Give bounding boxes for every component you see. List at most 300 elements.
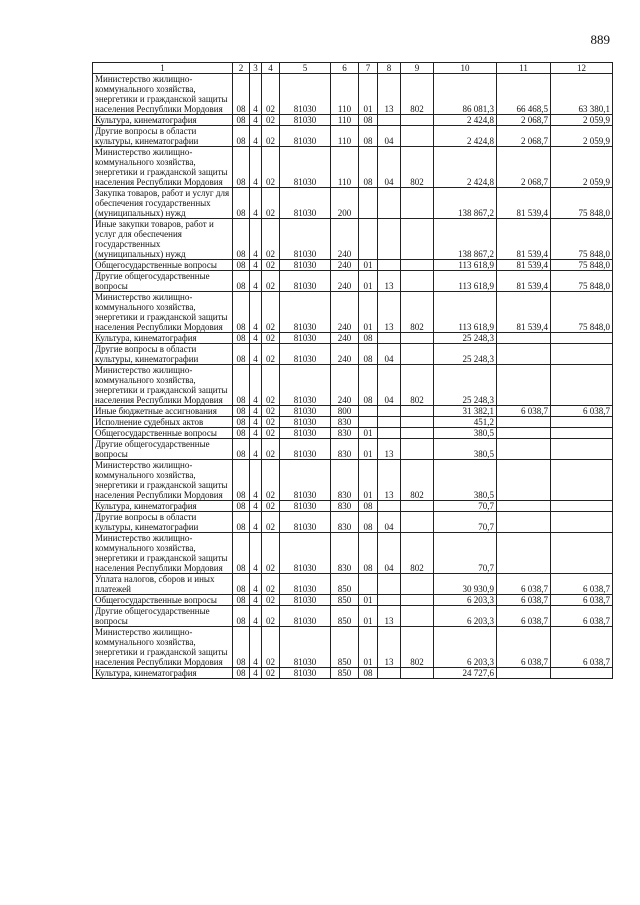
subsection-cell bbox=[378, 574, 401, 595]
chapter-cell bbox=[359, 406, 378, 417]
expense-type-cell: 830 bbox=[331, 439, 359, 460]
event-code-cell: 81030 bbox=[280, 406, 331, 417]
program-code-cell: 4 bbox=[250, 115, 262, 126]
table-row bbox=[93, 417, 613, 428]
ministry-code-cell bbox=[401, 333, 434, 344]
ministry-code-cell bbox=[401, 126, 434, 147]
amount-year-2-cell: 2 068,7 bbox=[497, 115, 551, 126]
event-code-cell: 81030 bbox=[280, 147, 331, 188]
event-code-cell: 81030 bbox=[280, 292, 331, 333]
column-header: 3 bbox=[250, 63, 262, 74]
table-row bbox=[93, 260, 613, 271]
chapter-cell: 01 bbox=[359, 460, 378, 501]
amount-year-3-cell: 63 380,1 bbox=[551, 74, 613, 115]
expense-type-cell: 850 bbox=[331, 574, 359, 595]
chapter-cell: 01 bbox=[359, 627, 378, 668]
event-code-cell: 81030 bbox=[280, 333, 331, 344]
section-code-cell: 08 bbox=[233, 512, 250, 533]
table-row bbox=[93, 333, 613, 344]
program-code-cell: 4 bbox=[250, 501, 262, 512]
expense-type-cell: 240 bbox=[331, 271, 359, 292]
subsection-cell bbox=[378, 188, 401, 219]
event-code-cell: 81030 bbox=[280, 188, 331, 219]
column-header: 7 bbox=[359, 63, 378, 74]
chapter-cell: 01 bbox=[359, 292, 378, 333]
subprogram-code-cell: 02 bbox=[262, 428, 280, 439]
event-code-cell: 81030 bbox=[280, 439, 331, 460]
chapter-cell: 01 bbox=[359, 260, 378, 271]
subprogram-code-cell: 02 bbox=[262, 417, 280, 428]
program-code-cell: 4 bbox=[250, 668, 262, 679]
program-code-cell: 4 bbox=[250, 606, 262, 627]
subprogram-code-cell: 02 bbox=[262, 460, 280, 501]
ministry-code-cell bbox=[401, 219, 434, 260]
table-row bbox=[93, 501, 613, 512]
expense-type-cell: 830 bbox=[331, 417, 359, 428]
table-row bbox=[93, 188, 613, 219]
program-code-cell: 4 bbox=[250, 260, 262, 271]
expense-type-cell: 110 bbox=[331, 147, 359, 188]
section-code-cell: 08 bbox=[233, 271, 250, 292]
program-code-cell: 4 bbox=[250, 333, 262, 344]
expense-type-cell: 850 bbox=[331, 595, 359, 606]
section-code-cell: 08 bbox=[233, 115, 250, 126]
ministry-code-cell bbox=[401, 595, 434, 606]
subsection-cell bbox=[378, 595, 401, 606]
row-name-cell: Министерство жилищно-коммунального хозяйства, энергетики и гражданской защиты населения Республики Мордовия bbox=[93, 365, 233, 406]
section-code-cell: 08 bbox=[233, 501, 250, 512]
program-code-cell: 4 bbox=[250, 292, 262, 333]
row-name-cell: Культура, кинематография bbox=[93, 501, 233, 512]
table-row bbox=[93, 595, 613, 606]
ministry-code-cell bbox=[401, 417, 434, 428]
column-header: 1 bbox=[93, 63, 233, 74]
amount-year-1-cell: 138 867,2 bbox=[434, 219, 497, 260]
amount-year-3-cell: 6 038,7 bbox=[551, 606, 613, 627]
subprogram-code-cell: 02 bbox=[262, 668, 280, 679]
table-row bbox=[93, 606, 613, 627]
ministry-code-cell bbox=[401, 271, 434, 292]
ministry-code-cell: 802 bbox=[401, 533, 434, 574]
subsection-cell: 13 bbox=[378, 271, 401, 292]
amount-year-2-cell bbox=[497, 668, 551, 679]
chapter-cell: 08 bbox=[359, 147, 378, 188]
row-name-cell: Другие вопросы в области культуры, кинематографии bbox=[93, 512, 233, 533]
program-code-cell: 4 bbox=[250, 428, 262, 439]
amount-year-3-cell: 2 059,9 bbox=[551, 147, 613, 188]
amount-year-2-cell: 81 539,4 bbox=[497, 219, 551, 260]
row-name-cell: Культура, кинематография bbox=[93, 333, 233, 344]
amount-year-3-cell bbox=[551, 512, 613, 533]
row-name-cell: Другие вопросы в области культуры, кинематографии bbox=[93, 344, 233, 365]
amount-year-1-cell: 86 081,3 bbox=[434, 74, 497, 115]
amount-year-2-cell bbox=[497, 417, 551, 428]
ministry-code-cell: 802 bbox=[401, 365, 434, 406]
chapter-cell: 08 bbox=[359, 344, 378, 365]
program-code-cell: 4 bbox=[250, 126, 262, 147]
ministry-code-cell: 802 bbox=[401, 627, 434, 668]
expense-type-cell: 240 bbox=[331, 333, 359, 344]
subsection-cell: 04 bbox=[378, 533, 401, 574]
row-name-cell: Министерство жилищно-коммунального хозяйства, энергетики и гражданской защиты населения Республики Мордовия bbox=[93, 292, 233, 333]
chapter-cell bbox=[359, 417, 378, 428]
ministry-code-cell: 802 bbox=[401, 292, 434, 333]
amount-year-1-cell: 380,5 bbox=[434, 460, 497, 501]
subsection-cell: 04 bbox=[378, 344, 401, 365]
table-row bbox=[93, 533, 613, 574]
subprogram-code-cell: 02 bbox=[262, 260, 280, 271]
ministry-code-cell bbox=[401, 606, 434, 627]
amount-year-2-cell bbox=[497, 333, 551, 344]
table-row bbox=[93, 292, 613, 333]
amount-year-1-cell: 2 424,8 bbox=[434, 126, 497, 147]
amount-year-1-cell: 2 424,8 bbox=[434, 115, 497, 126]
subsection-cell: 04 bbox=[378, 126, 401, 147]
ministry-code-cell bbox=[401, 439, 434, 460]
row-name-cell: Культура, кинематография bbox=[93, 668, 233, 679]
program-code-cell: 4 bbox=[250, 439, 262, 460]
subprogram-code-cell: 02 bbox=[262, 74, 280, 115]
expense-type-cell: 200 bbox=[331, 188, 359, 219]
amount-year-3-cell bbox=[551, 533, 613, 574]
event-code-cell: 81030 bbox=[280, 460, 331, 501]
event-code-cell: 81030 bbox=[280, 595, 331, 606]
amount-year-3-cell bbox=[551, 333, 613, 344]
expense-type-cell: 830 bbox=[331, 512, 359, 533]
amount-year-3-cell bbox=[551, 501, 613, 512]
program-code-cell: 4 bbox=[250, 533, 262, 574]
program-code-cell: 4 bbox=[250, 344, 262, 365]
subsection-cell bbox=[378, 428, 401, 439]
event-code-cell: 81030 bbox=[280, 115, 331, 126]
event-code-cell: 81030 bbox=[280, 365, 331, 406]
section-code-cell: 08 bbox=[233, 406, 250, 417]
chapter-cell bbox=[359, 219, 378, 260]
row-name-cell: Другие общегосударственные вопросы bbox=[93, 606, 233, 627]
subprogram-code-cell: 02 bbox=[262, 595, 280, 606]
section-code-cell: 08 bbox=[233, 428, 250, 439]
subprogram-code-cell: 02 bbox=[262, 126, 280, 147]
row-name-cell: Другие вопросы в области культуры, кинематографии bbox=[93, 126, 233, 147]
amount-year-2-cell bbox=[497, 533, 551, 574]
table-row bbox=[93, 439, 613, 460]
subsection-cell: 13 bbox=[378, 74, 401, 115]
event-code-cell: 81030 bbox=[280, 512, 331, 533]
amount-year-2-cell bbox=[497, 428, 551, 439]
expense-type-cell: 110 bbox=[331, 126, 359, 147]
column-header: 10 bbox=[434, 63, 497, 74]
expense-type-cell: 240 bbox=[331, 292, 359, 333]
amount-year-2-cell: 81 539,4 bbox=[497, 292, 551, 333]
chapter-cell: 08 bbox=[359, 533, 378, 574]
amount-year-2-cell bbox=[497, 439, 551, 460]
chapter-cell: 08 bbox=[359, 501, 378, 512]
subsection-cell bbox=[378, 260, 401, 271]
amount-year-1-cell: 113 618,9 bbox=[434, 271, 497, 292]
row-name-cell: Министерство жилищно-коммунального хозяйства, энергетики и гражданской защиты населения Республики Мордовия bbox=[93, 147, 233, 188]
table-header-row bbox=[93, 63, 613, 74]
section-code-cell: 08 bbox=[233, 460, 250, 501]
ministry-code-cell: 802 bbox=[401, 147, 434, 188]
program-code-cell: 4 bbox=[250, 406, 262, 417]
column-header: 5 bbox=[280, 63, 331, 74]
column-header: 11 bbox=[497, 63, 551, 74]
section-code-cell: 08 bbox=[233, 219, 250, 260]
row-name-cell: Закупка товаров, работ и услуг для обеспечения государственных (муниципальных) нужд bbox=[93, 188, 233, 219]
ministry-code-cell bbox=[401, 344, 434, 365]
row-name-cell: Иные бюджетные ассигнования bbox=[93, 406, 233, 417]
expense-type-cell: 850 bbox=[331, 668, 359, 679]
table-row bbox=[93, 574, 613, 595]
program-code-cell: 4 bbox=[250, 188, 262, 219]
event-code-cell: 81030 bbox=[280, 501, 331, 512]
ministry-code-cell bbox=[401, 512, 434, 533]
ministry-code-cell bbox=[401, 406, 434, 417]
subprogram-code-cell: 02 bbox=[262, 512, 280, 533]
amount-year-1-cell: 6 203,3 bbox=[434, 595, 497, 606]
section-code-cell: 08 bbox=[233, 147, 250, 188]
expense-type-cell: 800 bbox=[331, 406, 359, 417]
table-row bbox=[93, 406, 613, 417]
table-row bbox=[93, 219, 613, 260]
event-code-cell: 81030 bbox=[280, 417, 331, 428]
amount-year-1-cell: 2 424,8 bbox=[434, 147, 497, 188]
chapter-cell: 01 bbox=[359, 595, 378, 606]
subsection-cell: 04 bbox=[378, 147, 401, 188]
expense-type-cell: 240 bbox=[331, 365, 359, 406]
program-code-cell: 4 bbox=[250, 271, 262, 292]
chapter-cell: 01 bbox=[359, 439, 378, 460]
event-code-cell: 81030 bbox=[280, 533, 331, 574]
section-code-cell: 08 bbox=[233, 260, 250, 271]
row-name-cell: Уплата налогов, сборов и иных платежей bbox=[93, 574, 233, 595]
column-header: 6 bbox=[331, 63, 359, 74]
event-code-cell: 81030 bbox=[280, 260, 331, 271]
row-name-cell: Общегосударственные вопросы bbox=[93, 595, 233, 606]
table-row bbox=[93, 147, 613, 188]
chapter-cell: 01 bbox=[359, 74, 378, 115]
subprogram-code-cell: 02 bbox=[262, 606, 280, 627]
amount-year-3-cell: 6 038,7 bbox=[551, 595, 613, 606]
subprogram-code-cell: 02 bbox=[262, 147, 280, 188]
amount-year-1-cell: 380,5 bbox=[434, 428, 497, 439]
amount-year-3-cell: 75 848,0 bbox=[551, 219, 613, 260]
amount-year-1-cell: 25 248,3 bbox=[434, 365, 497, 406]
subsection-cell bbox=[378, 219, 401, 260]
amount-year-3-cell: 75 848,0 bbox=[551, 260, 613, 271]
amount-year-1-cell: 70,7 bbox=[434, 501, 497, 512]
chapter-cell: 08 bbox=[359, 115, 378, 126]
subsection-cell: 13 bbox=[378, 460, 401, 501]
expense-type-cell: 850 bbox=[331, 627, 359, 668]
subprogram-code-cell: 02 bbox=[262, 115, 280, 126]
table-row bbox=[93, 460, 613, 501]
amount-year-2-cell: 66 468,5 bbox=[497, 74, 551, 115]
amount-year-3-cell: 75 848,0 bbox=[551, 292, 613, 333]
chapter-cell: 01 bbox=[359, 271, 378, 292]
amount-year-2-cell bbox=[497, 365, 551, 406]
amount-year-3-cell bbox=[551, 668, 613, 679]
subprogram-code-cell: 02 bbox=[262, 333, 280, 344]
amount-year-1-cell: 380,5 bbox=[434, 439, 497, 460]
section-code-cell: 08 bbox=[233, 365, 250, 406]
subprogram-code-cell: 02 bbox=[262, 219, 280, 260]
amount-year-2-cell: 2 068,7 bbox=[497, 147, 551, 188]
amount-year-3-cell: 2 059,9 bbox=[551, 126, 613, 147]
table-body bbox=[93, 74, 613, 679]
row-name-cell: Общегосударственные вопросы bbox=[93, 428, 233, 439]
subsection-cell bbox=[378, 406, 401, 417]
subsection-cell: 13 bbox=[378, 606, 401, 627]
subprogram-code-cell: 02 bbox=[262, 627, 280, 668]
chapter-cell: 08 bbox=[359, 365, 378, 406]
amount-year-2-cell: 6 038,7 bbox=[497, 627, 551, 668]
amount-year-1-cell: 138 867,2 bbox=[434, 188, 497, 219]
program-code-cell: 4 bbox=[250, 627, 262, 668]
expense-type-cell: 110 bbox=[331, 74, 359, 115]
expense-type-cell: 830 bbox=[331, 533, 359, 574]
expense-type-cell: 830 bbox=[331, 460, 359, 501]
row-name-cell: Министерство жилищно-коммунального хозяйства, энергетики и гражданской защиты населения Республики Мордовия bbox=[93, 460, 233, 501]
expense-type-cell: 830 bbox=[331, 428, 359, 439]
program-code-cell: 4 bbox=[250, 74, 262, 115]
row-name-cell: Культура, кинематография bbox=[93, 115, 233, 126]
amount-year-3-cell: 75 848,0 bbox=[551, 271, 613, 292]
subprogram-code-cell: 02 bbox=[262, 188, 280, 219]
column-header: 12 bbox=[551, 63, 613, 74]
section-code-cell: 08 bbox=[233, 344, 250, 365]
program-code-cell: 4 bbox=[250, 147, 262, 188]
ministry-code-cell bbox=[401, 668, 434, 679]
row-name-cell: Министерство жилищно-коммунального хозяйства, энергетики и гражданской защиты населения Республики Мордовия bbox=[93, 533, 233, 574]
amount-year-3-cell: 6 038,7 bbox=[551, 627, 613, 668]
section-code-cell: 08 bbox=[233, 574, 250, 595]
amount-year-2-cell bbox=[497, 501, 551, 512]
subprogram-code-cell: 02 bbox=[262, 292, 280, 333]
program-code-cell: 4 bbox=[250, 460, 262, 501]
amount-year-3-cell bbox=[551, 439, 613, 460]
ministry-code-cell bbox=[401, 428, 434, 439]
subsection-cell: 13 bbox=[378, 627, 401, 668]
ministry-code-cell: 802 bbox=[401, 74, 434, 115]
event-code-cell: 81030 bbox=[280, 219, 331, 260]
subprogram-code-cell: 02 bbox=[262, 365, 280, 406]
chapter-cell bbox=[359, 188, 378, 219]
section-code-cell: 08 bbox=[233, 595, 250, 606]
subprogram-code-cell: 02 bbox=[262, 574, 280, 595]
chapter-cell: 01 bbox=[359, 606, 378, 627]
section-code-cell: 08 bbox=[233, 333, 250, 344]
subsection-cell bbox=[378, 417, 401, 428]
table-row bbox=[93, 115, 613, 126]
subprogram-code-cell: 02 bbox=[262, 439, 280, 460]
program-code-cell: 4 bbox=[250, 365, 262, 406]
subsection-cell bbox=[378, 668, 401, 679]
ministry-code-cell bbox=[401, 115, 434, 126]
amount-year-1-cell: 451,2 bbox=[434, 417, 497, 428]
table-row bbox=[93, 344, 613, 365]
table-row bbox=[93, 627, 613, 668]
amount-year-3-cell: 6 038,7 bbox=[551, 406, 613, 417]
event-code-cell: 81030 bbox=[280, 126, 331, 147]
section-code-cell: 08 bbox=[233, 627, 250, 668]
ministry-code-cell: 802 bbox=[401, 460, 434, 501]
subsection-cell: 04 bbox=[378, 365, 401, 406]
row-name-cell: Другие общегосударственные вопросы bbox=[93, 439, 233, 460]
amount-year-1-cell: 113 618,9 bbox=[434, 292, 497, 333]
table-row bbox=[93, 668, 613, 679]
table-row bbox=[93, 271, 613, 292]
expense-type-cell: 240 bbox=[331, 219, 359, 260]
amount-year-2-cell: 6 038,7 bbox=[497, 595, 551, 606]
column-header: 2 bbox=[233, 63, 250, 74]
amount-year-2-cell bbox=[497, 460, 551, 501]
program-code-cell: 4 bbox=[250, 574, 262, 595]
subsection-cell: 13 bbox=[378, 292, 401, 333]
amount-year-1-cell: 6 203,3 bbox=[434, 627, 497, 668]
amount-year-2-cell bbox=[497, 512, 551, 533]
amount-year-1-cell: 25 248,3 bbox=[434, 333, 497, 344]
row-name-cell: Министерство жилищно-коммунального хозяйства, энергетики и гражданской защиты населения Республики Мордовия bbox=[93, 627, 233, 668]
event-code-cell: 81030 bbox=[280, 627, 331, 668]
amount-year-2-cell: 81 539,4 bbox=[497, 260, 551, 271]
subsection-cell bbox=[378, 115, 401, 126]
section-code-cell: 08 bbox=[233, 439, 250, 460]
row-name-cell: Общегосударственные вопросы bbox=[93, 260, 233, 271]
subsection-cell bbox=[378, 333, 401, 344]
table-row bbox=[93, 74, 613, 115]
expense-type-cell: 110 bbox=[331, 115, 359, 126]
amount-year-3-cell bbox=[551, 344, 613, 365]
amount-year-2-cell: 6 038,7 bbox=[497, 574, 551, 595]
amount-year-1-cell: 25 248,3 bbox=[434, 344, 497, 365]
event-code-cell: 81030 bbox=[280, 74, 331, 115]
chapter-cell: 01 bbox=[359, 428, 378, 439]
budget-table bbox=[92, 62, 613, 679]
section-code-cell: 08 bbox=[233, 417, 250, 428]
subprogram-code-cell: 02 bbox=[262, 406, 280, 417]
amount-year-3-cell bbox=[551, 365, 613, 406]
column-header: 9 bbox=[401, 63, 434, 74]
section-code-cell: 08 bbox=[233, 533, 250, 574]
amount-year-3-cell: 75 848,0 bbox=[551, 188, 613, 219]
subsection-cell: 13 bbox=[378, 439, 401, 460]
chapter-cell bbox=[359, 574, 378, 595]
chapter-cell: 08 bbox=[359, 333, 378, 344]
event-code-cell: 81030 bbox=[280, 668, 331, 679]
section-code-cell: 08 bbox=[233, 292, 250, 333]
amount-year-1-cell: 113 618,9 bbox=[434, 260, 497, 271]
amount-year-3-cell bbox=[551, 428, 613, 439]
program-code-cell: 4 bbox=[250, 219, 262, 260]
ministry-code-cell bbox=[401, 574, 434, 595]
section-code-cell: 08 bbox=[233, 126, 250, 147]
subprogram-code-cell: 02 bbox=[262, 344, 280, 365]
event-code-cell: 81030 bbox=[280, 606, 331, 627]
section-code-cell: 08 bbox=[233, 74, 250, 115]
ministry-code-cell bbox=[401, 260, 434, 271]
amount-year-3-cell: 2 059,9 bbox=[551, 115, 613, 126]
amount-year-2-cell: 2 068,7 bbox=[497, 126, 551, 147]
amount-year-2-cell: 81 539,4 bbox=[497, 188, 551, 219]
amount-year-2-cell bbox=[497, 344, 551, 365]
section-code-cell: 08 bbox=[233, 668, 250, 679]
subsection-cell bbox=[378, 501, 401, 512]
column-header: 4 bbox=[262, 63, 280, 74]
subprogram-code-cell: 02 bbox=[262, 533, 280, 574]
subprogram-code-cell: 02 bbox=[262, 271, 280, 292]
row-name-cell: Исполнение судебных актов bbox=[93, 417, 233, 428]
